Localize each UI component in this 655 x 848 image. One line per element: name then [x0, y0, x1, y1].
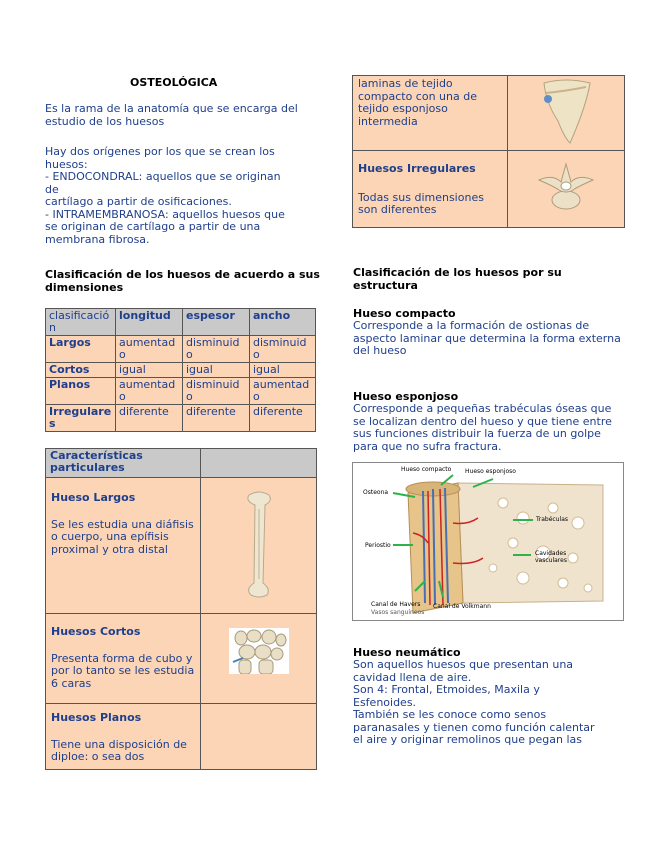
- table-cell: igual: [183, 363, 250, 378]
- table-header-row: [46, 309, 316, 336]
- intro-text: Es la rama de la anatomía que se encarga del estudio de los huesos: [45, 102, 298, 128]
- bone-structure-diagram: [352, 462, 624, 621]
- label-havers-canal: Canal de Havers: [371, 601, 421, 608]
- origins-line: Hay dos orígenes por los que se crean los: [45, 145, 275, 158]
- table-header-cell: espesor: [183, 309, 250, 336]
- row-text: laminas de tejido compacto con una de tejido esponjoso intermedia: [358, 77, 477, 128]
- label-periosteum: Periostio: [365, 542, 391, 549]
- pneumatic-line: Son aquellos huesos que presentan una: [353, 658, 574, 671]
- table-cell: Cortos: [46, 363, 116, 378]
- dims-heading: Clasificación de los huesos de acuerdo a sus dimensiones: [45, 268, 320, 294]
- row-title: Hueso Largos: [51, 491, 136, 504]
- bone-cross-section-illustration: [353, 463, 623, 620]
- table-cell: [201, 478, 317, 614]
- table-cell: Irregulares: [46, 405, 116, 432]
- origins-line: membrana fibrosa.: [45, 232, 150, 246]
- table-cell: disminuido: [183, 378, 250, 405]
- table-cell: [353, 151, 508, 228]
- table-header-cell: Características particulares: [46, 449, 201, 478]
- table-cell: aumentado: [250, 378, 316, 405]
- spongy-text: Corresponde a pequeñas trabéculas óseas que se localizan dentro del hueso y que tiene entre sus funciones distribuir la fuerza de un golpe para que no sufra fractura.: [353, 402, 612, 453]
- table-cell: [353, 76, 508, 151]
- row-title: Huesos Planos: [51, 711, 142, 724]
- pneumatic-line: cavidad llena de aire.: [353, 670, 472, 684]
- label-blood-vessels: Vasos sanguíneos: [371, 609, 425, 616]
- compact-text: Corresponde a la formación de ostionas de aspecto laminar que determina la forma externa del hueso: [353, 319, 621, 357]
- table-cell: igual: [116, 363, 183, 378]
- table-header-row: [46, 449, 317, 478]
- pneumatic-line: Son 4: Frontal, Etmoides, Maxila y: [353, 683, 540, 696]
- table-row: [46, 363, 316, 378]
- label-volkmann-canal: Canal de Volkmann: [433, 603, 491, 610]
- label-spongy-bone: Hueso esponjoso: [465, 468, 516, 475]
- table-header-cell: longitud: [116, 309, 183, 336]
- table-row: [46, 378, 316, 405]
- origins-line: huesos:: [45, 157, 88, 171]
- pneumatic-section: [353, 646, 625, 747]
- origins-line: - ENDOCONDRAL: aquellos que se originan: [45, 170, 281, 183]
- page-title: OSTEOLÓGICA: [130, 76, 218, 89]
- table-cell: disminuido: [250, 336, 316, 363]
- row-text: Se les estudia una diáfisis o cuerpo, una epífisis proximal y otra distal: [51, 517, 194, 556]
- pneumatic-title: Hueso neumático: [353, 646, 461, 659]
- origins-line: - INTRAMEMBRANOSA: aquellos huesos que: [45, 207, 285, 221]
- table-row: [353, 151, 625, 228]
- origins-line: cartílago a partir de osificaciones.: [45, 195, 232, 208]
- row-text: Tiene una disposición de diploe: o sea dos: [51, 737, 187, 763]
- structure-heading: Clasificación de los huesos por su estructura: [353, 266, 562, 292]
- table-row: [46, 614, 317, 704]
- label-osteon: Osteona: [363, 489, 389, 496]
- table-cell: [508, 151, 625, 228]
- pneumatic-line: el aire y originar remolinos que pegan las: [353, 733, 582, 746]
- table-cell: aumentado: [116, 378, 183, 405]
- pneumatic-line: paranasales y tienen como función calentar: [353, 720, 595, 734]
- table-cell: Largos: [46, 336, 116, 363]
- origins-line: se originan de cartílago a partir de una: [45, 220, 261, 233]
- vertebra-icon: [533, 160, 599, 214]
- table-cell: diferente: [183, 405, 250, 432]
- characteristics-table: [45, 448, 317, 770]
- table-cell: diferente: [250, 405, 316, 432]
- scapula-icon: [536, 77, 596, 145]
- origins-line: de: [45, 182, 59, 196]
- table-cell: Planos: [46, 378, 116, 405]
- spongy-title: Hueso esponjoso: [353, 390, 459, 403]
- row-text: Todas sus dimensiones son diferentes: [358, 190, 484, 216]
- table-cell: igual: [250, 363, 316, 378]
- row-text: Presenta forma de cubo y por lo tanto se les estudia 6 caras: [51, 651, 195, 690]
- table-cell: diferente: [116, 405, 183, 432]
- dims-table: [45, 308, 316, 432]
- pneumatic-line: También se les conoce como senos: [353, 708, 547, 721]
- table-row: [46, 405, 316, 432]
- table-row: [46, 336, 316, 363]
- origins-text: [45, 146, 315, 246]
- pneumatic-line: Esfenoides.: [353, 695, 417, 709]
- table-header-cell: clasificación: [46, 309, 116, 336]
- table-header-cell: [201, 449, 317, 478]
- table-cell: disminuido: [183, 336, 250, 363]
- table-cell: [46, 614, 201, 704]
- label-compact-bone: Hueso compacto: [401, 466, 452, 473]
- table-cell: [201, 614, 317, 704]
- table-row: [353, 76, 625, 151]
- table-header-cell: ancho: [250, 309, 316, 336]
- table-cell: [201, 704, 317, 770]
- row-title: Huesos Cortos: [51, 625, 141, 638]
- label-vascular-cavities: Cavidades vasculares: [535, 550, 567, 564]
- right-continuation-table: [352, 75, 625, 228]
- row-title: Huesos Irregulares: [358, 162, 476, 175]
- label-trabeculae: Trabéculas: [536, 516, 568, 523]
- table-row: [46, 704, 317, 770]
- table-row: [46, 478, 317, 614]
- table-cell: [508, 76, 625, 151]
- table-cell: [46, 704, 201, 770]
- table-cell: [46, 478, 201, 614]
- compact-title: Hueso compacto: [353, 307, 456, 320]
- compact-section: [353, 307, 625, 358]
- pneumatic-text: [353, 659, 625, 747]
- wrist-bones-icon: [229, 628, 289, 674]
- spongy-section: [353, 390, 625, 453]
- long-bone-icon: [239, 489, 279, 599]
- table-cell: aumentado: [116, 336, 183, 363]
